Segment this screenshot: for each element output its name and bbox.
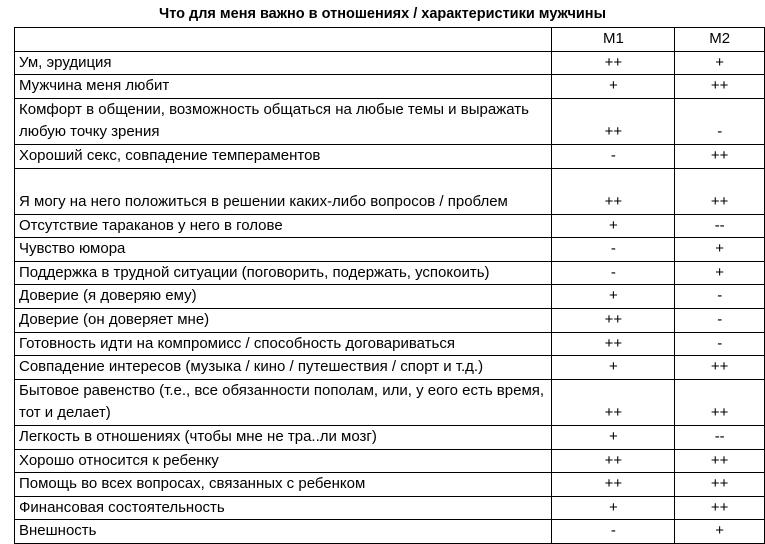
rating-m2: ++ xyxy=(675,168,765,214)
table-row xyxy=(15,356,765,380)
rating-m2: - xyxy=(675,285,765,309)
rating-m2: ++ xyxy=(675,473,765,497)
header-cell-m2: M2 xyxy=(675,28,765,52)
table-row xyxy=(15,496,765,520)
table-row xyxy=(15,449,765,473)
rating-m2: - xyxy=(675,332,765,356)
rating-m1: ++ xyxy=(552,379,675,425)
rating-m2: ++ xyxy=(675,144,765,168)
criterion-label: Я могу на него положиться в решении каких-либо вопросов / проблем xyxy=(15,168,552,214)
criterion-label: Комфорт в общении, возможность общаться на любые темы и выражать любую точку зрения xyxy=(15,98,552,144)
table-row xyxy=(15,238,765,262)
rating-m1: ++ xyxy=(552,98,675,144)
criterion-label: Совпадение интересов (музыка / кино / путешествия / спорт и т.д.) xyxy=(15,356,552,380)
rating-m2: -- xyxy=(675,425,765,449)
criterion-label: Помощь во всех вопросах, связанных с ребенком xyxy=(15,473,552,497)
table-row xyxy=(15,520,765,544)
table-row xyxy=(15,168,765,214)
criterion-label: Хорошо относится к ребенку xyxy=(15,449,552,473)
table-row xyxy=(15,308,765,332)
rating-m1: - xyxy=(552,261,675,285)
rating-m2: ++ xyxy=(675,496,765,520)
criterion-label: Отсутствие тараканов у него в голове xyxy=(15,214,552,238)
rating-m2: - xyxy=(675,98,765,144)
rating-m1: - xyxy=(552,238,675,262)
table-body xyxy=(15,28,765,544)
rating-m1: + xyxy=(552,285,675,309)
rating-m2: + xyxy=(675,261,765,285)
table-row xyxy=(15,51,765,75)
rating-m1: + xyxy=(552,496,675,520)
header-cell-criteria xyxy=(15,28,552,52)
rating-m2: ++ xyxy=(675,75,765,99)
criterion-label: Чувство юмора xyxy=(15,238,552,262)
rating-m2: + xyxy=(675,520,765,544)
table-row xyxy=(15,473,765,497)
criterion-label: Внешность xyxy=(15,520,552,544)
criterion-label: Легкость в отношениях (чтобы мне не тра..ли мозг) xyxy=(15,425,552,449)
table-row xyxy=(15,332,765,356)
table-row xyxy=(15,214,765,238)
header-row xyxy=(15,28,765,52)
rating-m1: - xyxy=(552,144,675,168)
table-row xyxy=(15,285,765,309)
criterion-label: Хороший секс, совпадение темпераментов xyxy=(15,144,552,168)
table-row xyxy=(15,144,765,168)
rating-m1: ++ xyxy=(552,168,675,214)
criterion-label: Мужчина меня любит xyxy=(15,75,552,99)
rating-m1: ++ xyxy=(552,51,675,75)
rating-m2: ++ xyxy=(675,449,765,473)
rating-m2: ++ xyxy=(675,356,765,380)
criterion-label: Бытовое равенство (т.е., все обязанности пополам, или, у еого есть время, тот и делает) xyxy=(15,379,552,425)
table-row xyxy=(15,379,765,425)
criterion-label: Ум, эрудиция xyxy=(15,51,552,75)
rating-m1: ++ xyxy=(552,449,675,473)
criteria-table xyxy=(14,27,765,544)
table-row xyxy=(15,261,765,285)
rating-m1: ++ xyxy=(552,308,675,332)
criterion-label: Доверие (он доверяет мне) xyxy=(15,308,552,332)
rating-m2: ++ xyxy=(675,379,765,425)
rating-m1: - xyxy=(552,520,675,544)
table-row xyxy=(15,75,765,99)
rating-m1: + xyxy=(552,425,675,449)
rating-m1: ++ xyxy=(552,332,675,356)
criterion-label: Доверие (я доверяю ему) xyxy=(15,285,552,309)
rating-m2: + xyxy=(675,51,765,75)
table-row xyxy=(15,425,765,449)
criterion-label: Готовность идти на компромисс / способность договариваться xyxy=(15,332,552,356)
rating-m2: -- xyxy=(675,214,765,238)
rating-m2: - xyxy=(675,308,765,332)
table-title: Что для меня важно в отношениях / характеристики мужчины xyxy=(159,6,606,22)
header-cell-m1: M1 xyxy=(552,28,675,52)
rating-m1: + xyxy=(552,214,675,238)
criterion-label: Финансовая состоятельность xyxy=(15,496,552,520)
rating-m1: + xyxy=(552,75,675,99)
table-row xyxy=(15,98,765,144)
rating-m1: + xyxy=(552,356,675,380)
rating-m2: + xyxy=(675,238,765,262)
rating-m1: ++ xyxy=(552,473,675,497)
criterion-label: Поддержка в трудной ситуации (поговорить, подержать, успокоить) xyxy=(15,261,552,285)
